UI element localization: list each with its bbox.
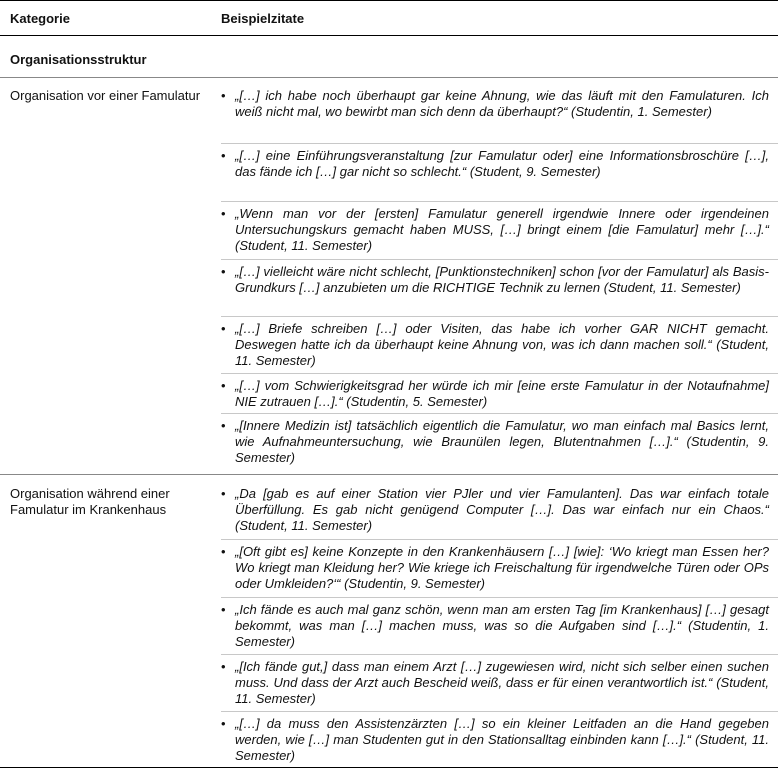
quote-item: • „Da [gab es auf einer Station vier PJler und vier Famulanten]. Das war einfach totale Überfüllung. Es gab nicht genügend Computer […]. Das war einfach nur ein Chaos.“ (Student, 11. Semester) bbox=[221, 486, 769, 534]
quote-divider bbox=[221, 316, 778, 317]
quote-item: • „[…] Briefe schreiben […] oder Visiten, das habe ich vorher GAR NICHT gemacht. Deswegen hatte ich da überhaupt keine Ahnung von, was ich dann machen soll.“ (Student, 11. Semester) bbox=[221, 321, 769, 369]
quote-item: • „[Ich fände gut,] dass man einem Arzt […] zugewiesen wird, nicht sich selber einen suchen muss. Und dass der Arzt auch Bescheid weiß, dass er für einen verantwortlich ist.“ (Student, 11. Semester) bbox=[221, 659, 769, 707]
quote-divider bbox=[221, 413, 778, 414]
quote-item: • „[Innere Medizin ist] tatsächlich eigentlich die Famulatur, wo man einfach mal Basics lernt, wie Aufnahmeuntersuchung, wie Braunülen legen, Blutentnahmen […].“ (Studentin, 9. Semester) bbox=[221, 418, 769, 466]
quote-divider bbox=[221, 597, 778, 598]
quote-item: • „Wenn man vor der [ersten] Famulatur generell irgendwie Innere oder irgendeinen Untersuchungskurs gemacht haben MUSS, […] bringt einem [die Famulatur] mehr […].“ (Student, 11. Semester) bbox=[221, 206, 769, 254]
category-organisation-waehrend: Organisation während einer Famulatur im Krankenhaus bbox=[10, 486, 170, 517]
quote-divider bbox=[221, 259, 778, 260]
quote-item: • „[…] vom Schwierigkeitsgrad her würde ich mir [eine erste Famulatur in der Notaufnahme] NIE zutrauen […].“ (Studentin, 5. Semester) bbox=[221, 378, 769, 410]
quote-item: • „[…] ich habe noch überhaupt gar keine Ahnung, wie das läuft mit den Famulaturen. Ich weiß nicht mal, wo bewirbt man sich denn da überhaupt?“ (Studentin, 1. Semester) bbox=[221, 88, 769, 120]
quote-divider bbox=[221, 201, 778, 202]
header-category: Kategorie bbox=[10, 11, 70, 26]
row-divider bbox=[0, 77, 778, 78]
quote-divider bbox=[221, 711, 778, 712]
table-bottom-rule bbox=[0, 767, 778, 768]
quote-divider bbox=[221, 373, 778, 374]
header-quotes: Beispielzitate bbox=[221, 11, 305, 26]
quote-divider bbox=[221, 539, 778, 540]
table-header bbox=[0, 0, 778, 36]
quote-item: • „[…] eine Einführungsveranstaltung [zur Famulatur oder] eine Informationsbroschüre […], das fände ich […] gar nicht so schlecht.“ (Student, 9. Semester) bbox=[221, 148, 769, 180]
quote-divider bbox=[221, 654, 778, 655]
quote-item: • „[…] da muss den Assistenzärzten […] so ein kleiner Leitfaden an die Hand gegeben werden, wie […] man Studenten gut in den Stationsalltag einbinden kann […].“ (Student, 11. Semester) bbox=[221, 716, 769, 764]
category-organisation-vor: Organisation vor einer Famulatur bbox=[10, 88, 201, 103]
quote-item: • „[Oft gibt es] keine Konzepte in den Krankenhäusern […] [wie]: ‘Wo kriegt man Essen her? Wo kriegt man Kleidung her? Wie kriege ich Freischaltung für irgendwelche Türen oder OPs oder Umkleiden?‘“ (Studentin, 9. Semester) bbox=[221, 544, 769, 592]
section-title: Organisationsstruktur bbox=[10, 52, 147, 67]
quote-item: • „[…] vielleicht wäre nicht schlecht, [Punktionstechniken] schon [vor der Famulatur] als Basis-Grundkurs […] anzubieten um die RICHTIGE Technik zu lernen (Student, 11. Semester) bbox=[221, 264, 769, 296]
quote-divider bbox=[221, 143, 778, 144]
row-divider bbox=[0, 474, 778, 475]
quote-item: • „Ich fände es auch mal ganz schön, wenn man am ersten Tag [im Krankenhaus] […] gesagt bekommt, was man […] machen muss, was so die Aufgaben sind […].“ (Studentin, 1. Semester) bbox=[221, 602, 769, 650]
